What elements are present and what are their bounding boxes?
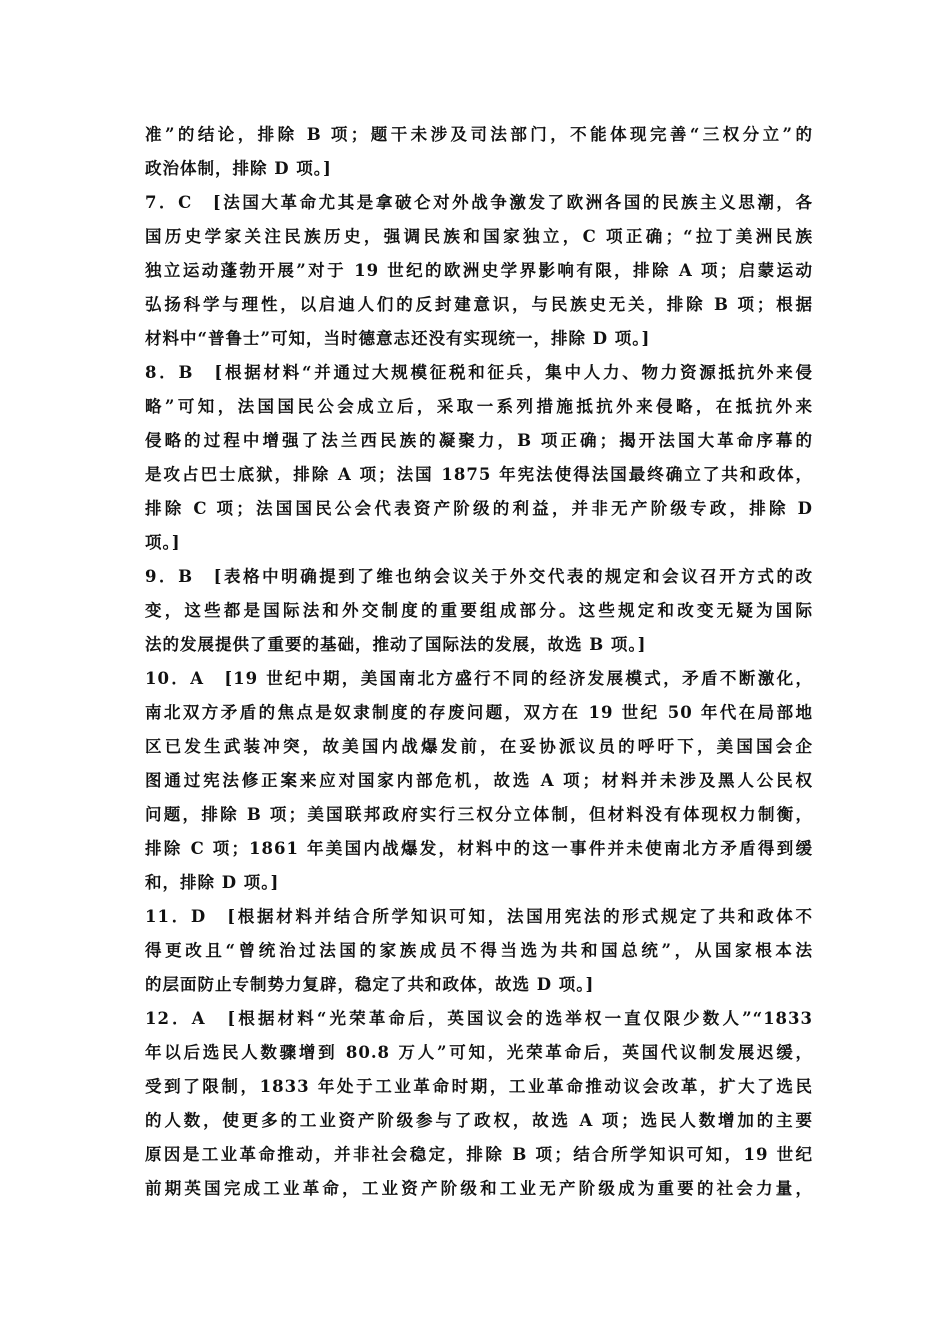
answer-8-line: 8．B [根据材料“并通过大规模征税和征兵，集中人力、物力资源抵抗外来侵: [145, 363, 813, 382]
text-line: 年以后选民人数骤增到 80.8 万人”可知，光荣革命后，英国代议制发展迟缓，: [145, 1043, 813, 1062]
text-line: 弘扬科学与理性，以启迪人们的反封建意识，与民族史无关，排除 B 项；根据: [145, 295, 813, 314]
answer-7-line: 7．C [法国大革命尤其是拿破仑对外战争激发了欧洲各国的民族主义思潮，各: [145, 193, 813, 212]
text-line: 变，这些都是国际法和外交制度的重要组成部分。这些规定和改变无疑为国际: [145, 601, 813, 620]
answer-11-line: 11．D [根据材料并结合所学知识可知，法国用宪法的形式规定了共和政体不: [145, 907, 813, 926]
answer-10-line: 10．A [19 世纪中期，美国南北方盛行不同的经济发展模式，矛盾不断激化，: [145, 669, 813, 688]
text-line: 材料中“普鲁士”可知，当时德意志还没有实现统一，排除 D 项。]: [145, 329, 651, 348]
text-line: 南北双方矛盾的焦点是奴隶制度的存废问题，双方在 19 世纪 50 年代在局部地: [145, 703, 813, 722]
text-line: 前期英国完成工业革命，工业资产阶级和工业无产阶级成为重要的社会力量，: [145, 1179, 813, 1198]
text-line: 排除 C 项；法国国民公会代表资产阶级的利益，并非无产阶级专政，排除 D: [145, 499, 813, 518]
text-line: 侵略的过程中增强了法兰西民族的凝聚力，B 项正确；揭开法国大革命序幕的: [145, 431, 813, 450]
text-line: 项。]: [145, 533, 181, 552]
text-line: 法的发展提供了重要的基础，推动了国际法的发展，故选 B 项。]: [145, 635, 647, 654]
text-line: 略”可知，法国国民公会成立后，采取一系列措施抵抗外来侵略，在抵抗外来: [145, 397, 813, 416]
text-line: 原因是工业革命推动，并非社会稳定，排除 B 项；结合所学知识可知，19 世纪: [145, 1145, 813, 1164]
text-line: 和，排除 D 项。]: [145, 873, 280, 892]
answer-12-line: 12．A [根据材料“光荣革命后，英国议会的选举权一直仅限少数人”“1833: [145, 1009, 813, 1028]
text-line: 准”的结论，排除 B 项；题干未涉及司法部门，不能体现完善“三权分立”的: [145, 125, 813, 144]
text-line: 得更改且“曾统治过法国的家族成员不得当选为共和国总统”，从国家根本法: [145, 941, 813, 960]
answer-explanations: [145, 118, 813, 1206]
text-line: 区已发生武装冲突，故美国内战爆发前，在妥协派议员的呼吁下，美国国会企: [145, 737, 813, 756]
text-line: 的层面防止专制势力复辟，稳定了共和政体，故选 D 项。]: [145, 975, 595, 994]
text-line: 排除 C 项；1861 年美国内战爆发，材料中的这一事件并未使南北方矛盾得到缓: [145, 839, 813, 858]
text-line: 的人数，使更多的工业资产阶级参与了政权，故选 A 项；选民人数增加的主要: [145, 1111, 813, 1130]
text-line: 国历史学家关注民族历史，强调民族和国家独立，C 项正确；“拉丁美洲民族: [145, 227, 813, 246]
answer-9-line: 9．B [表格中明确提到了维也纳会议关于外交代表的规定和会议召开方式的改: [145, 567, 813, 586]
text-line: 是攻占巴士底狱，排除 A 项；法国 1875 年宪法使得法国最终确立了共和政体，: [145, 465, 813, 484]
text-line: 政治体制，排除 D 项。]: [145, 159, 332, 178]
text-line: 图通过宪法修正案来应对国家内部危机，故选 A 项；材料并未涉及黑人公民权: [145, 771, 813, 790]
text-line: 问题，排除 B 项；美国联邦政府实行三权分立体制，但材料没有体现权力制衡，: [145, 805, 813, 824]
text-line: 独立运动蓬勃开展”对于 19 世纪的欧洲史学界影响有限，排除 A 项；启蒙运动: [145, 261, 813, 280]
text-line: 受到了限制，1833 年处于工业革命时期，工业革命推动议会改革，扩大了选民: [145, 1077, 813, 1096]
